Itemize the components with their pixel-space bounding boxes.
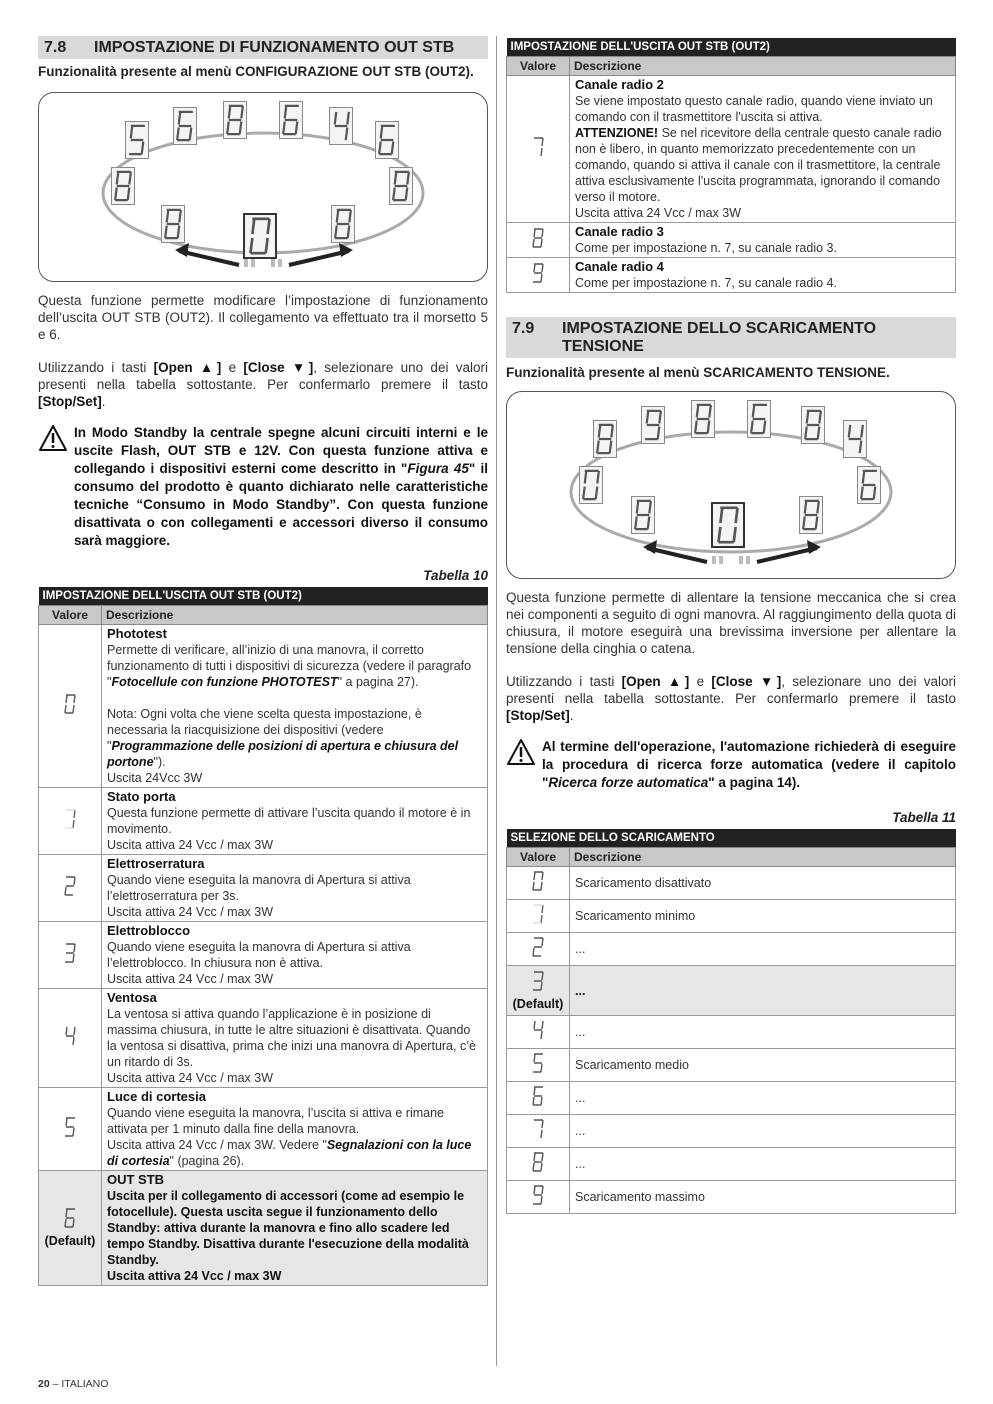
display-digit	[579, 466, 603, 504]
display-digit-active	[243, 213, 277, 259]
display-digit	[691, 400, 715, 438]
table-row: Luce di cortesia Quando viene eseguita la manovra, l’uscita si attiva e rimane attivata per 1 minuto dalla fine della manovra. Uscita attiva 24 Vcc / max 3W. Vedere "Segnalazioni con la luce di cortesia" (pagina 26).	[39, 1088, 488, 1171]
force-search-warning: Al termine dell'operazione, l'automazione richiederà di eseguire la procedura di ricerca forze automatica (vedere il capitolo "Ricerca forze automatica" a pagina 14).	[506, 738, 956, 792]
table-row: Stato porta Questa funzione permette di attivare l’uscita quando il motore è in movimento. Uscita attiva 24 Vcc / max 3W	[39, 788, 488, 855]
display-digit	[375, 121, 399, 159]
digit-4-icon	[531, 1019, 545, 1041]
digit-5-icon	[531, 1052, 545, 1074]
digit-5-icon	[63, 1116, 77, 1138]
table-row: ...	[507, 933, 956, 966]
digit-3-icon	[63, 942, 77, 964]
table-row: Canale radio 2 Se viene impostato questo canale radio, quando viene inviato un comando con il trasmettitore l'uscita si attiva. ATTENZIONE! Se nel ricevitore della centrale questo canale radio non è libero, in quanto memorizzato precedentemente con un comando, quando si attiva il canale con il trasmettitore, la centrale attiva esclusivamente l'uscita programmata, ignorando il comando verso il motore. Uscita attiva 24 Vcc / max 3W	[507, 76, 956, 223]
digit-4-icon	[63, 1025, 77, 1047]
table-row: Phototest Permette di verificare, all’inizio di una manovra, il corretto funzionamento di tutti i dispositivi di sicurezza (vedere il paragrafo "Fotocellule con funzione PHOTOTEST" a pagina 27). Nota: Ogni volta che viene scelta questa impostazione, è necessaria la riacquisizione dei dispositivi (vedere "Programmazione delle posizioni di apertura e chiusura del portone"). Uscita 24Vcc 3W	[39, 625, 488, 788]
page-footer: 20 – ITALIANO	[38, 1378, 109, 1390]
table-row: ...	[507, 1115, 956, 1148]
digit-0-icon	[531, 870, 545, 892]
section-7-9-para2: Utilizzando i tasti [Open ▲] e [Close ▼], selezionare uno dei valori presenti nella tabella sottostante. Per confermarlo premere il tasto [Stop/Set].	[506, 674, 956, 723]
table-10: IMPOSTAZIONE DELL'USCITA OUT STB (OUT2) Valore Descrizione Phototest Permette di verificare, all’inizio di una manovra, il corretto funzionamento di tutti i dispositivi di sicurezza (vedere il paragrafo "Fotocellule con funzione PHOTOTEST" a pagina 27). Nota: Ogni volta che viene scelta questa impostazione, è necessaria la riacquisizione dei dispositivi (vedere "Programmazione delle posizioni di apertura e chiusura del portone"). Uscita 24Vcc 3W Stato porta Questa funzione permette di attivare l’uscita quando il motore è in movimento. Uscita attiva 24 Vcc / max 3W Elettroserratura Quando viene eseguita la manovra di Apertura si attiva l’elettroserratura per 3s. Uscita attiva 24 Vcc / max 3W Elettroblocco Quando viene eseguita la manovra di Apertura si attiva l’elettroblocco. In chiusura non è attiva. Uscita attiva 24 Vcc / max 3W Ventosa La ventosa si attiva quando l’applicazione è in posizione di massima chiusura, in tutte le altre situazioni è disattivata. Quando la ventosa si disattiva, prima che inizi una manovra di Apertura, c’è un ritardo di 3s. Uscita attiva 24 Vcc / max 3W Luce di cortesia Quando viene eseguita la manovra, l’uscita si attiva e rimane attivata per 1 minuto dalla fine della manovra. Uscita attiva 24 Vcc / max 3W. Vedere "Segnalazioni con la luce di cortesia" (pagina 26). (Default) OUT STB Uscita per il collegamento di accessori (come ad esempio le fotocellule). Questa uscita segue il funzionamento dello Standby: attiva durante la manovra e fino allo scadere led tempo Standby. Disattiva durante l'esecuzione della modalità Standby. Uscita attiva 24 Vcc / max 3W	[38, 587, 488, 1286]
section-7-8-para1: Questa funzione permette modificare l’impostazione di funzionamento dell’uscita OUT STB (OUT2). Il collegamento va effettuato tra il morsetto 5 e 6.	[38, 293, 488, 342]
table-10-continued: IMPOSTAZIONE DELL'USCITA OUT STB (OUT2) Valore Descrizione Canale radio 2 Se viene impostato questo canale radio, quando viene inviato un comando con il trasmettitore l'uscita si attiva. ATTENZIONE! Se nel ricevitore della centrale questo canale radio non è libero, in quanto memorizzato precedentemente con un comando, quando si attiva il canale con il trasmettitore, la centrale attiva esclusivamente l'uscita programmata, ignorando il comando verso il motore. Uscita attiva 24 Vcc / max 3W Canale radio 3 Come per impostazione n. 7, su canale radio 3. Canale radio 4 Come per impostazione n. 7, su canale radio 4.	[506, 38, 956, 293]
display-digit	[279, 101, 303, 139]
section-7-9-para1: Questa funzione permette di allentare la tensione meccanica che si crea nei componenti a seguito di ogni manovra. Al raggiungimento della quota di chiusura, il motore eseguirà una brevissima inversione per allentare la tensione della cinghia o catena.	[506, 590, 956, 656]
section-7-8-title: 7.8 IMPOSTAZIONE DI FUNZIONAMENTO OUT STB	[38, 36, 488, 59]
display-sequence-diagram	[38, 92, 488, 282]
display-digit	[173, 107, 197, 145]
display-sequence-diagram-2	[506, 391, 956, 579]
digit-8-icon	[531, 1151, 545, 1173]
display-digit	[223, 101, 247, 139]
section-7-8-subtitle: Funzionalità presente al menù CONFIGURAZIONE OUT STB (OUT2).	[38, 64, 474, 79]
warning-icon	[506, 738, 542, 792]
digit-6-icon	[63, 1207, 77, 1229]
table-row-default: (Default) ...	[507, 966, 956, 1016]
digit-3-icon	[531, 970, 545, 992]
right-column	[506, 0, 956, 1214]
display-digit	[641, 406, 665, 444]
digit-8-icon	[531, 227, 545, 249]
table-row: ...	[507, 1082, 956, 1115]
digit-7-icon	[531, 1118, 545, 1140]
display-digit	[125, 121, 149, 159]
display-digit	[799, 496, 823, 534]
display-digit	[857, 466, 881, 504]
digit-2-icon	[531, 936, 545, 958]
digit-9-icon	[531, 262, 545, 284]
table-row: Scaricamento minimo	[507, 900, 956, 933]
table-row: Elettroserratura Quando viene eseguita la manovra di Apertura si attiva l’elettroserratura per 3s. Uscita attiva 24 Vcc / max 3W	[39, 855, 488, 922]
table-row: ...	[507, 1016, 956, 1049]
table-row: Elettroblocco Quando viene eseguita la manovra di Apertura si attiva l’elettroblocco. In chiusura non è attiva. Uscita attiva 24 Vcc / max 3W	[39, 922, 488, 989]
warning-icon	[38, 424, 74, 550]
table-row: Scaricamento disattivato	[507, 867, 956, 900]
rotation-arc	[507, 392, 957, 578]
section-7-9-subtitle: Funzionalità presente al menù SCARICAMENTO TENSIONE.	[506, 365, 890, 380]
table-11: SELEZIONE DELLO SCARICAMENTO Valore Descrizione Scaricamento disattivato Scaricamento minimo ... (Default) ... ... Scaricamento medio ... ... ... Scaricamento massimo	[506, 829, 956, 1214]
standby-warning: In Modo Standby la centrale spegne alcuni circuiti interni e le uscite Flash, OUT STB e 12V. Con questa funzione attiva e collegando i dispositivi esterni come descritto in "Figura 45" il consumo del prodotto è quanto dichiarato nelle caratteristiche tecniche “Consumo in Modo Standby”. Con questa funzione disattivata o con collegamenti e accessori diverso il consumo sarà maggiore.	[38, 424, 488, 550]
display-digit	[593, 420, 617, 458]
column-divider	[496, 36, 497, 1366]
display-digit	[161, 205, 185, 243]
digit-6-icon	[531, 1085, 545, 1107]
digit-9-icon	[531, 1184, 545, 1206]
table-row-default: (Default) OUT STB Uscita per il collegamento di accessori (come ad esempio le fotocellule). Questa uscita segue il funzionamento dello Standby: attiva durante la manovra e fino allo scadere led tempo Standby. Disattiva durante l'esecuzione della modalità Standby. Uscita attiva 24 Vcc / max 3W	[39, 1171, 488, 1286]
display-digit-active	[711, 502, 745, 548]
table-row: ...	[507, 1148, 956, 1181]
display-digit	[111, 167, 135, 205]
table-11-caption: Tabella 11	[892, 810, 956, 825]
table-row: Scaricamento massimo	[507, 1181, 956, 1214]
table-10-caption: Tabella 10	[423, 568, 488, 583]
section-7-9-title: 7.9 IMPOSTAZIONE DELLO SCARICAMENTO TENSIONE	[506, 317, 956, 358]
digit-2-icon	[63, 875, 77, 897]
display-digit	[329, 107, 353, 145]
digit-0-icon	[63, 693, 77, 715]
digit-7-icon	[531, 136, 545, 158]
display-digit	[843, 420, 867, 458]
table-row: Canale radio 4 Come per impostazione n. 7, su canale radio 4.	[507, 258, 956, 293]
table-row: Canale radio 3 Come per impostazione n. 7, su canale radio 3.	[507, 223, 956, 258]
digit-1-icon	[63, 808, 77, 830]
section-7-8-para2: Utilizzando i tasti [Open ▲] e [Close ▼], selezionare uno dei valori presenti nella tabella sottostante. Per confermarlo premere il tasto [Stop/Set].	[38, 360, 488, 409]
table-row: Scaricamento medio	[507, 1049, 956, 1082]
display-digit	[747, 400, 771, 438]
table-row: Ventosa La ventosa si attiva quando l’applicazione è in posizione di massima chiusura, in tutte le altre situazioni è disattivata. Quando la ventosa si disattiva, prima che inizi una manovra di Apertura, c’è un ritardo di 3s. Uscita attiva 24 Vcc / max 3W	[39, 989, 488, 1088]
display-digit	[331, 205, 355, 243]
left-column	[38, 0, 488, 1286]
display-digit	[801, 406, 825, 444]
digit-1-icon	[531, 903, 545, 925]
display-digit	[631, 496, 655, 534]
display-digit	[389, 167, 413, 205]
